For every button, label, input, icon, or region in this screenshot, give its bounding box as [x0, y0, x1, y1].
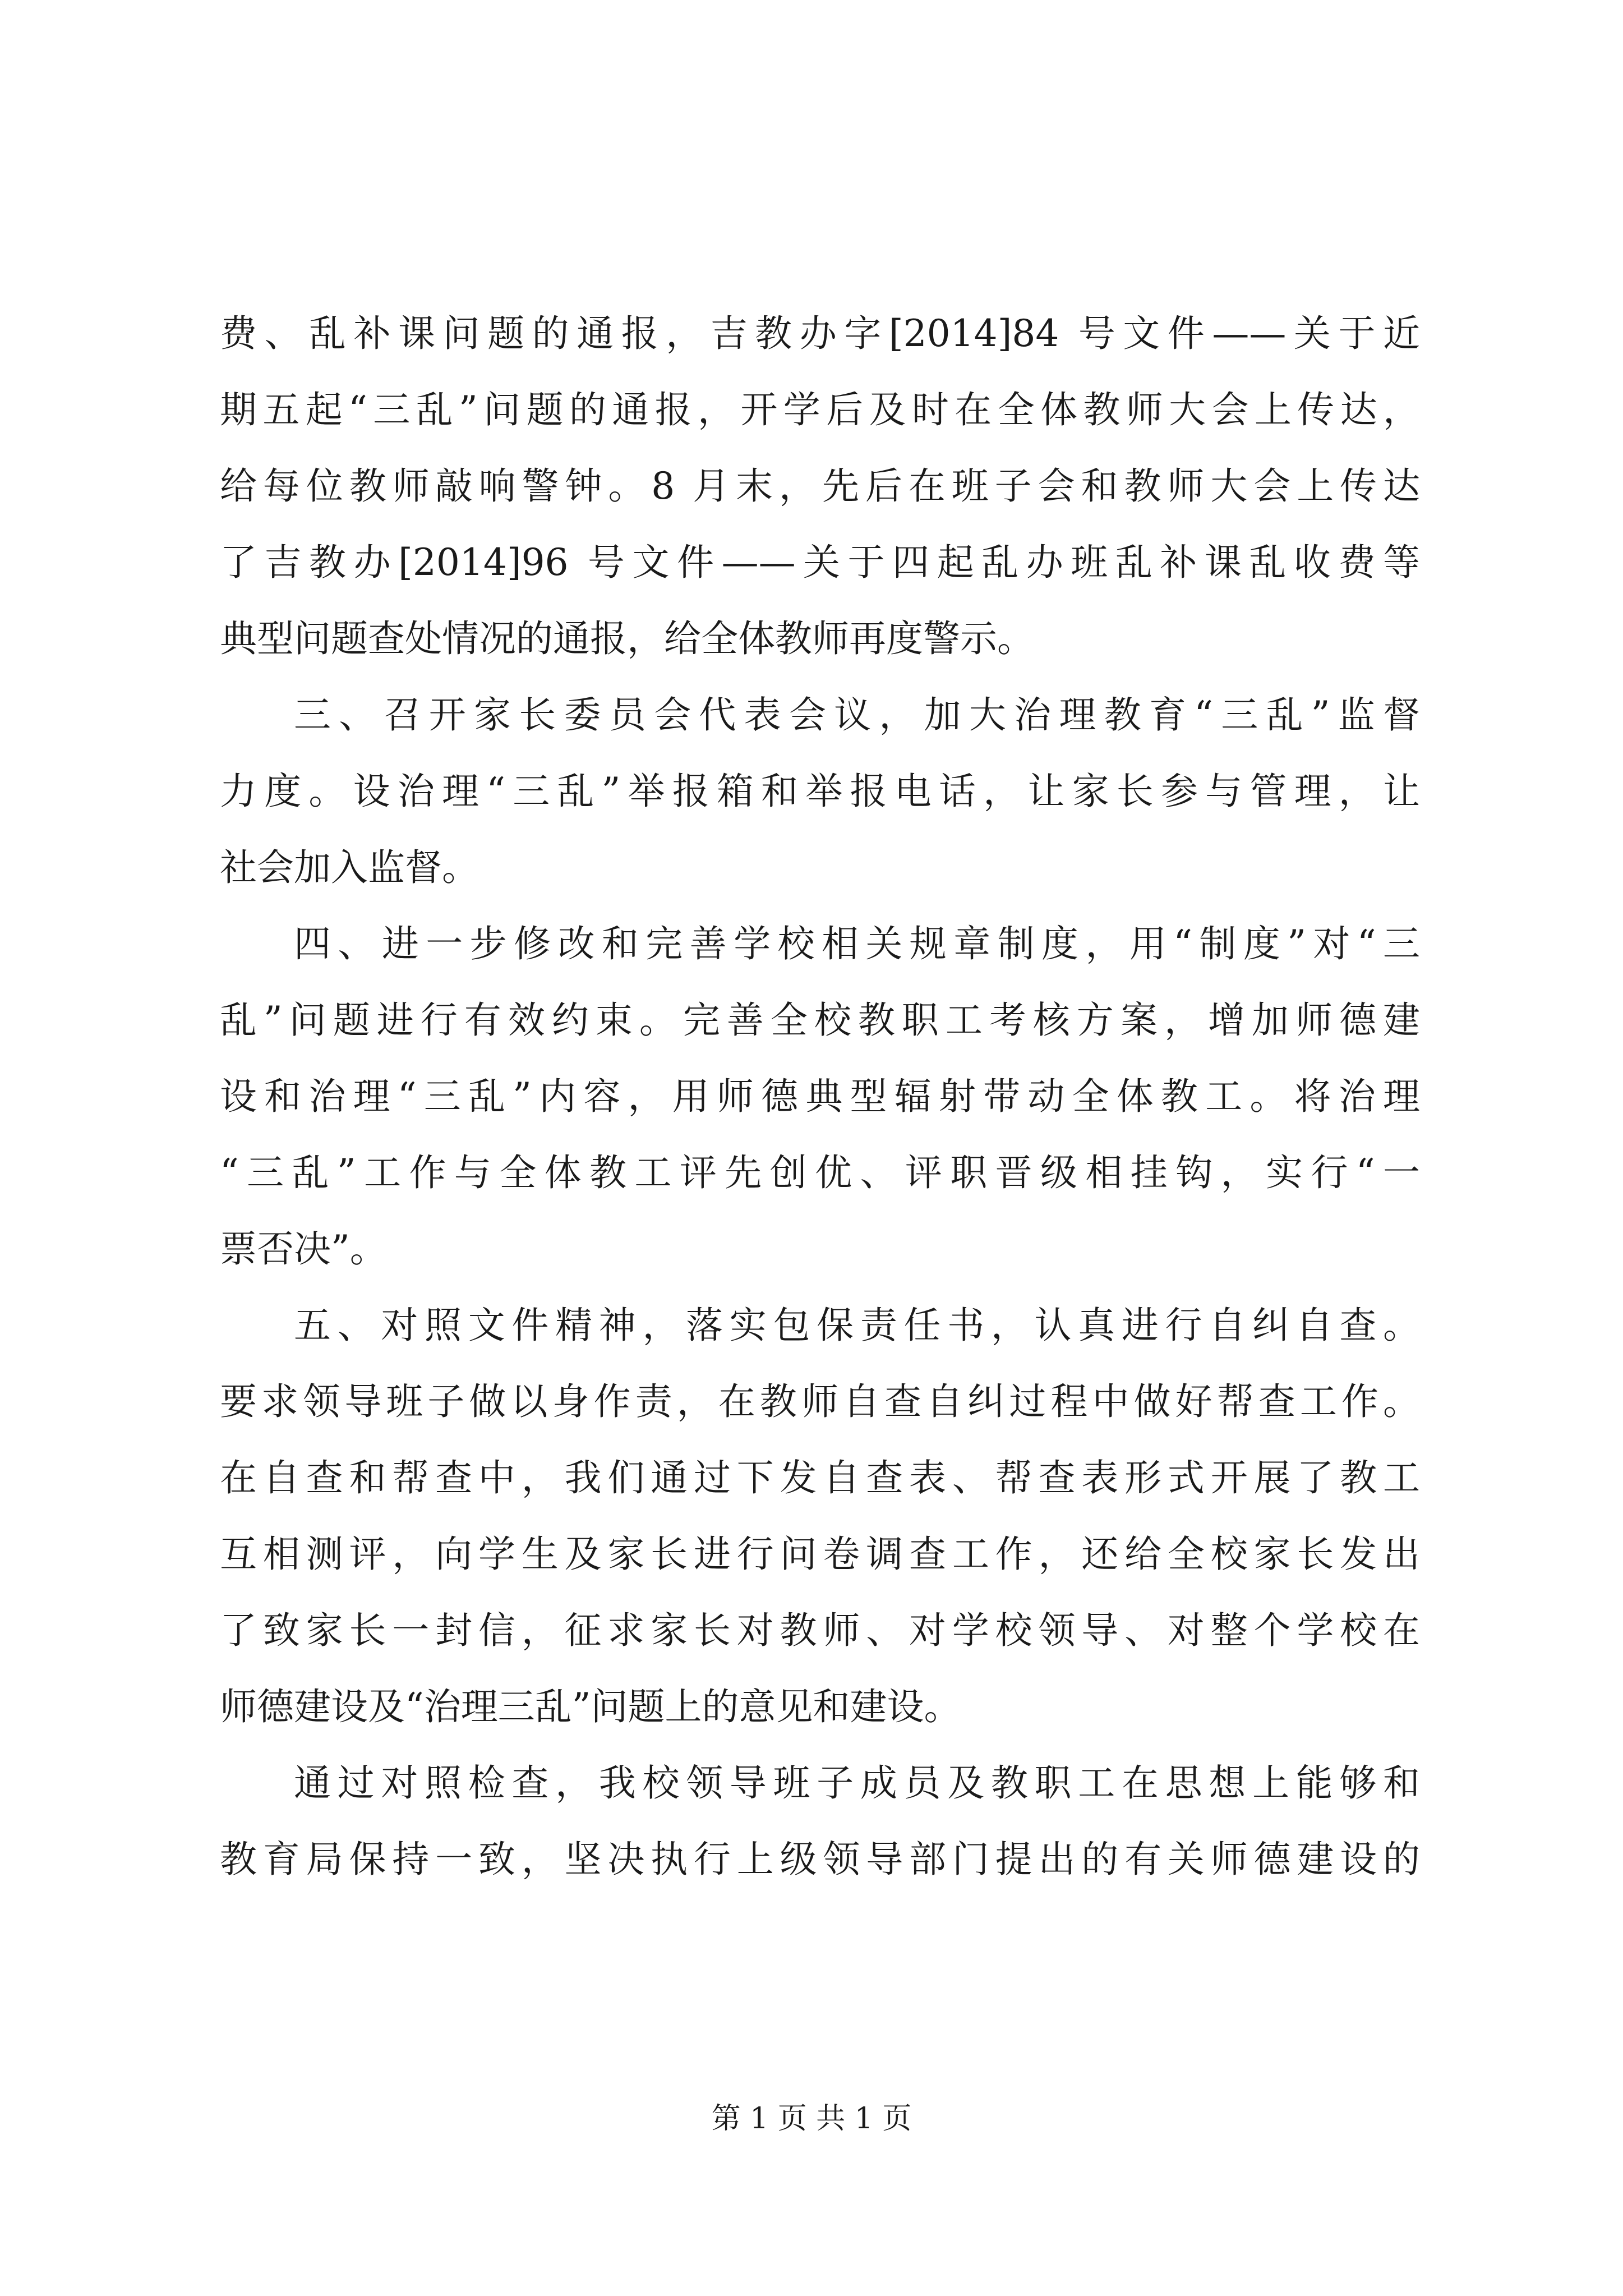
text-line: “三乱”工作与全体教工评先创优、评职晋级相挂钩，实行“一: [220, 1151, 1420, 1194]
text-line: 期五起“三乱”问题的通报，开学后及时在全体教师大会上传达，: [220, 388, 1420, 431]
page-footer: 第 1 页 共 1 页: [711, 2102, 912, 2136]
text-line: 乱”问题进行有效约束。完善全校教职工考核方案，增加师德建: [220, 999, 1420, 1042]
text-line: 教育局保持一致，坚决执行上级领导部门提出的有关师德建设的: [220, 1838, 1420, 1881]
paragraph-start-line: 四、进一步修改和完善学校相关规章制度，用“制度”对“三: [294, 922, 1420, 965]
text-line: 典型问题查处情况的通报，给全体教师再度警示。: [220, 617, 1034, 660]
text-line: 互相测评，向学生及家长进行问卷调查工作，还给全校家长发出: [220, 1533, 1420, 1576]
text-line: 设和治理“三乱”内容，用师德典型辐射带动全体教工。将治理: [220, 1075, 1420, 1118]
paragraph-start-line: 五、对照文件精神，落实包保责任书，认真进行自纠自查。: [294, 1304, 1420, 1347]
text-line: 费、乱补课问题的通报，吉教办字[2014]84 号文件——关于近: [220, 312, 1420, 355]
text-line: 师德建设及“治理三乱”问题上的意见和建设。: [220, 1685, 961, 1728]
text-line: 要求领导班子做以身作责，在教师自查自纠过程中做好帮查工作。: [220, 1380, 1420, 1423]
text-line: 给每位教师敲响警钟。8 月末，先后在班子会和教师大会上传达: [220, 464, 1420, 508]
text-line: 票否决”。: [220, 1227, 387, 1271]
text-line: 力度。设治理“三乱”举报箱和举报电话，让家长参与管理，让: [220, 770, 1420, 813]
text-line: 社会加入监督。: [220, 846, 479, 889]
document-body: [220, 296, 1420, 1898]
paragraph-start-line: 通过对照检查，我校领导班子成员及教职工在思想上能够和: [294, 1761, 1420, 1805]
paragraph-start-line: 三、召开家长委员会代表会议，加大治理教育“三乱”监督: [294, 693, 1420, 737]
text-line: 了吉教办[2014]96 号文件——关于四起乱办班乱补课乱收费等: [220, 541, 1420, 584]
text-line: 在自查和帮查中，我们通过下发自查表、帮查表形式开展了教工: [220, 1456, 1420, 1499]
text-line: 了致家长一封信，征求家长对教师、对学校领导、对整个学校在: [220, 1609, 1420, 1652]
